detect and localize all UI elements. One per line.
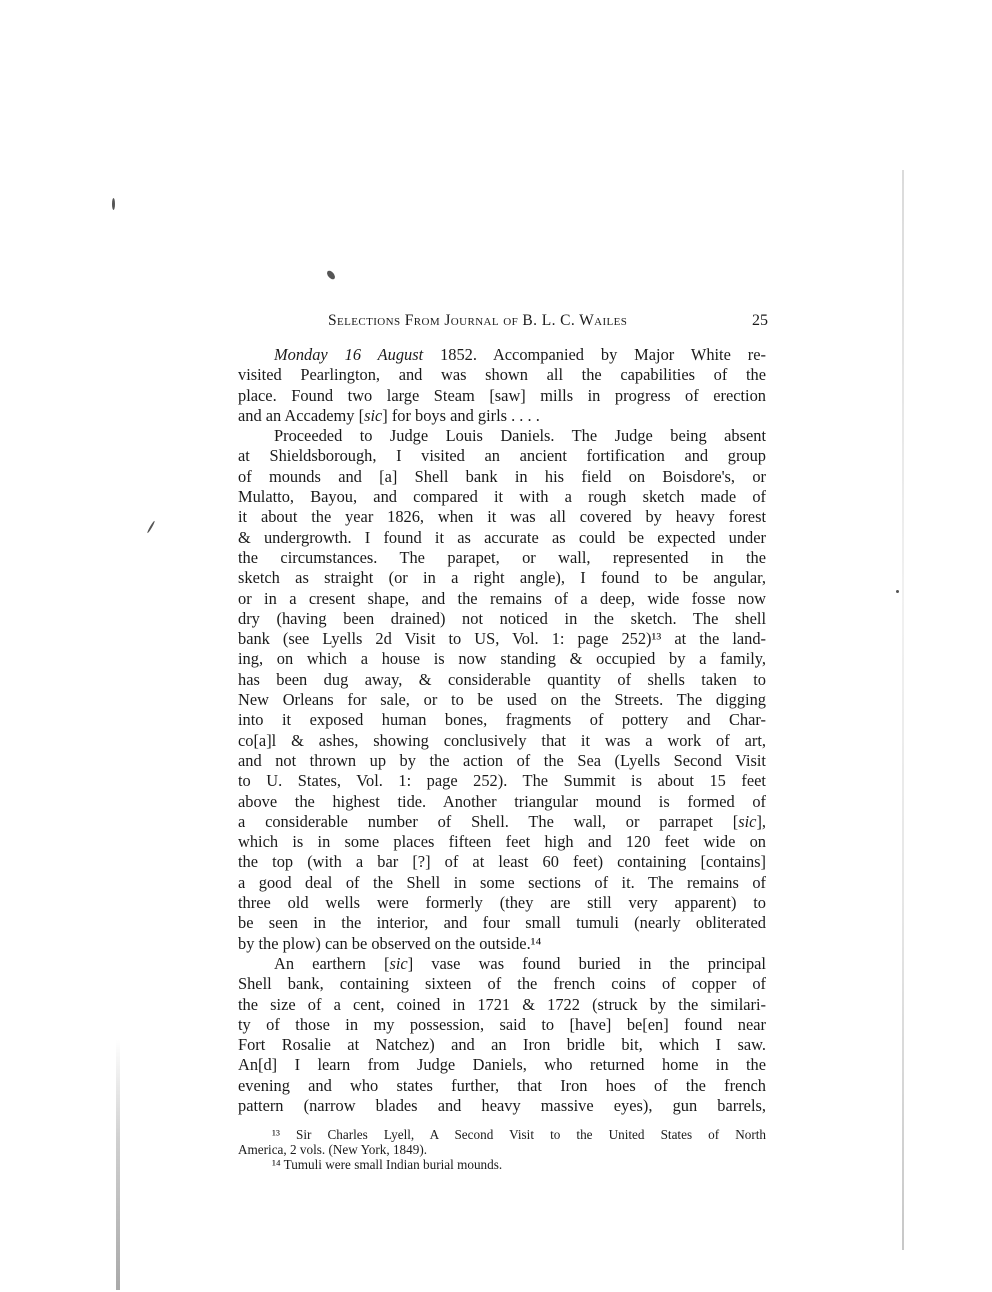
text-line: which is in some places fifteen feet high and 120 feet wide on (238, 832, 766, 852)
text-line: Monday 16 August 1852. Accompanied by Major White re- (274, 345, 766, 364)
text-line: has been dug away, & considerable quantity of shells taken to (238, 669, 766, 689)
text-line: three old wells were formerly (they are still very apparent) to (238, 893, 766, 913)
page-header (328, 312, 768, 336)
scan-edge-left (116, 1040, 120, 1290)
scan-speck (147, 520, 156, 533)
text-line: ing, on which a house is now standing & occupied by a family, (238, 649, 766, 669)
scan-edge-right (902, 170, 904, 1250)
text-line: Shell bank, containing sixteen of the french coins of copper of (238, 974, 766, 994)
text-line: Fort Rosalie at Natchez) and an Iron bridle bit, which I saw. (238, 1035, 766, 1055)
footnote-line: ¹⁴ Tumuli were small Indian burial mounds. (272, 1156, 503, 1172)
page-number: 25 (752, 312, 768, 329)
text-line: a considerable number of Shell. The wall, or parrapet [sic], (238, 811, 766, 831)
text-line: and an Accademy [sic] for boys and girls . . . . (238, 405, 540, 425)
text-line: & undergrowth. I found it as accurate as could be expected under (238, 527, 766, 547)
text-line: place. Found two large Steam [saw] mills in progress of erection (238, 385, 766, 405)
text-line: evening and who states further, that Iron hoes of the french (238, 1075, 766, 1095)
text-line: and not thrown up by the action of the Sea (Lyells Second Visit (238, 750, 766, 770)
text-line: to U. States, Vol. 1: page 252). The Summit is about 15 feet (238, 771, 766, 791)
text-line: visited Pearlington, and was shown all the capabilities of the (238, 365, 766, 385)
footnote-line: ¹³ Sir Charles Lyell, A Second Visit to the United States of North (272, 1127, 766, 1142)
text-line: by the plow) can be observed on the outside.¹⁴ (238, 933, 542, 953)
running-head: Selections From Journal of B. L. C. Wailes (328, 312, 628, 329)
text-line: into it exposed human bones, fragments of pottery and Char- (238, 710, 766, 730)
text-line: the top (with a bar [?] of at least 60 feet) containing [contains] (238, 852, 766, 872)
text-line: pattern (narrow blades and heavy massive eyes), gun barrels, (238, 1095, 766, 1115)
text-line: Mulatto, Bayou, and compared it with a rough sketch made of (238, 487, 766, 507)
text-line: a good deal of the Shell in some sections of it. The remains of (238, 872, 766, 892)
footnote-line: America, 2 vols. (New York, 1849). (238, 1141, 428, 1157)
scan-speck (112, 198, 115, 210)
text-line: Proceeded to Judge Louis Daniels. The Judge being absent (274, 426, 766, 446)
text-line: An[d] I learn from Judge Daniels, who returned home in the (238, 1055, 766, 1075)
text-line: be seen in the interior, and four small tumuli (nearly obliterated (238, 913, 766, 933)
text-line: the circumstances. The parapet, or wall, represented in the (238, 547, 766, 567)
text-line: dry (having been drained) not noticed in the sketch. The shell (238, 608, 766, 628)
text-line: An earthern [sic] vase was found buried in the principal (274, 953, 766, 973)
text-line: above the highest tide. Another triangular mound is formed of (238, 791, 766, 811)
footnotes (238, 1128, 766, 1172)
text-line: New Orleans for sale, or to be used on the Streets. The digging (238, 690, 766, 710)
text-line: at Shieldsborough, I visited an ancient fortification and group (238, 446, 766, 466)
text-line: co[a]l & ashes, showing conclusively that it was a work of art, (238, 730, 766, 750)
scan-speck (325, 269, 336, 281)
text-line: sketch as straight (or in a right angle), I found to be angular, (238, 568, 766, 588)
text-line: bank (see Lyells 2d Visit to US, Vol. 1: page 252)¹³ at the land- (238, 629, 766, 649)
text-line: ty of those in my possession, said to [have] be[en] found near (238, 1014, 766, 1034)
text-line: of mounds and [a] Shell bank in his field on Boisdore's, or (238, 466, 766, 486)
text-line: it about the year 1826, when it was all covered by heavy forest (238, 507, 766, 527)
body-text (238, 345, 766, 1116)
text-line: the size of a cent, coined in 1721 & 1722 (struck by the similari- (238, 994, 766, 1014)
text-line: or in a cresent shape, and the remains of a deep, wide fosse now (238, 588, 766, 608)
scan-speck (896, 590, 899, 593)
